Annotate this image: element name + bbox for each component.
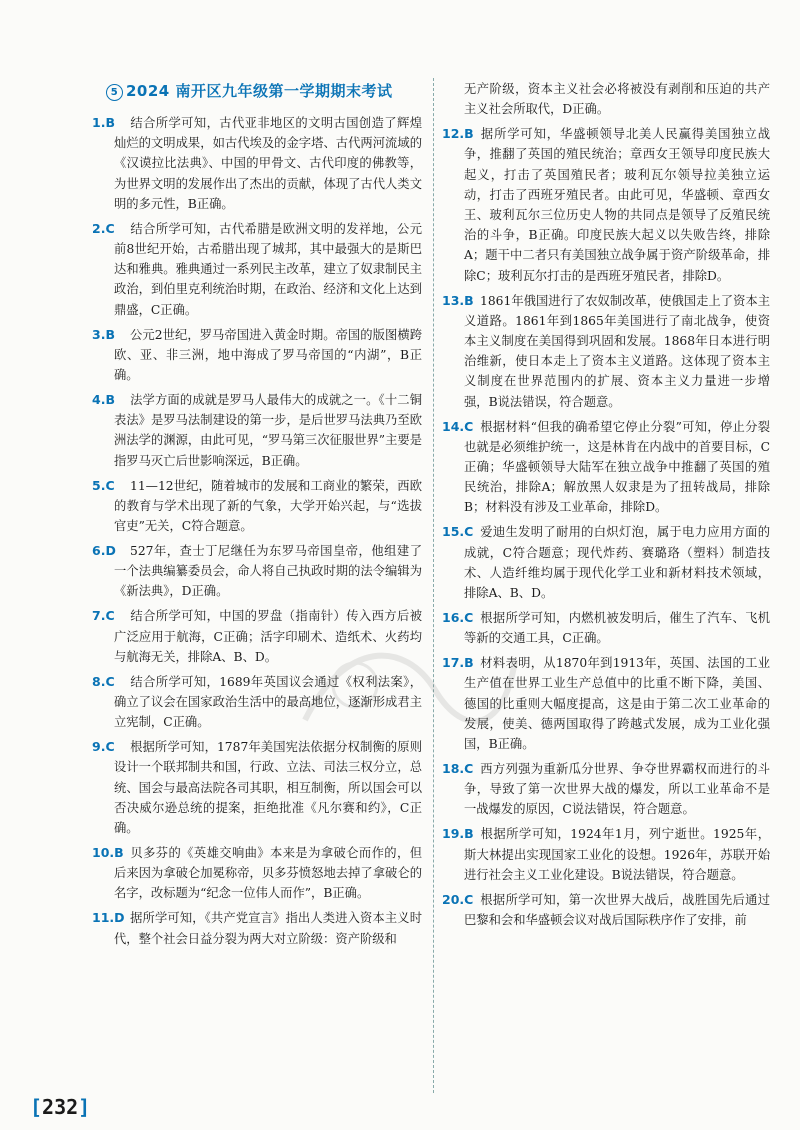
answer-explanation: 结合所学可知，中国的罗盘（指南针）传入西方后被广泛应用于航海，C正确；活字印刷术、造纸术、火药均与航海无关，排除A、B、D。 (114, 609, 422, 664)
exam-title (106, 80, 416, 101)
answer-number: 13.B (442, 292, 474, 308)
answer-explanation: 根据所学可知，内燃机被发明后，催生了汽车、飞机等新的交通工具，C正确。 (464, 611, 770, 646)
answer-explanation: 结合所学可知，1689年英国议会通过《权利法案》，确立了议会在国家政治生活中的最高地位，逐渐形成君主立宪制，C正确。 (114, 674, 422, 730)
answer-number: 16.C (442, 610, 474, 626)
answer-number: 2.C (92, 220, 115, 236)
answer-number: 19.B (442, 826, 474, 842)
answer-explanation: 结合所学可知，古代亚非地区的文明古国创造了辉煌灿烂的文明成果，如古代埃及的金字塔、古代两河流域的《汉谟拉比法典》、中国的甲骨文、古代印度的佛教等，为世界文明的发展作出了杰出的贡献，体现了古代人类文明的多元性，B正确。 (114, 116, 422, 211)
answer-item (92, 390, 422, 471)
answer-explanation: 根据材料“但我的确希望它停止分裂”可知，停止分裂也就是必须维护统一，这是林肯在内战中的首要目标，C正确；华盛顿领导大陆军在独立战争中推翻了英国的殖民统治，排除A；解放黑人奴隶是为了扭转战局，排除B；材料没有涉及工业革命，排除D。 (464, 419, 770, 515)
answer-number: 15.C (442, 524, 474, 540)
answer-item (92, 737, 422, 838)
answer-explanation: 11—12世纪，随着城市的发展和工商业的繁荣，西欧的教育与学术出现了新的气象，大学开始兴起，与“选拔官吏”无关，C符合题意。 (114, 478, 422, 534)
answer-number: 4.B (92, 392, 115, 408)
page-number: [232] (30, 1095, 91, 1119)
answer-item (442, 890, 770, 930)
answer-number: 17.B (442, 655, 474, 671)
answer-item (92, 541, 422, 602)
answer-item (442, 824, 770, 885)
answer-item (92, 843, 422, 904)
answer-explanation: 根据所学可知，第一次世界大战后，战胜国先后通过巴黎和会和华盛顿会议对战后国际秩序作了安排，前 (464, 892, 770, 928)
answer-item (442, 608, 770, 648)
answer-explanation: 爱迪生发明了耐用的白炽灯泡，属于电力应用方面的成就，C符合题意；现代炸药、赛璐珞（塑料）制造技术、人造纤维均属于现代化学工业和新材料技术领域，排除A、B、D。 (464, 525, 770, 601)
answer-number: 8.C (92, 673, 115, 689)
answer-explanation: 结合所学可知，古代希腊是欧洲文明的发祥地，公元前8世纪开始，古希腊出现了城邦，其中最强大的是斯巴达和雅典。雅典通过一系列民主改革，建立了奴隶制民主政治，到伯里克利统治时期，在政治、经济和文化上达到鼎盛，C正确。 (114, 221, 422, 317)
answer-number: 18.C (442, 761, 474, 777)
answer-explanation: 西方列强为重新瓜分世界、争夺世界霸权而进行的斗争，导致了第一次世界大战的爆发，所以工业革命不是一战爆发的原因，C说法错误，符合题意。 (464, 762, 770, 817)
answer-item (92, 672, 422, 733)
answer-item (92, 325, 422, 386)
answer-number: 14.C (442, 418, 474, 434)
answer-item (442, 759, 770, 820)
answer-number: 20.C (442, 891, 474, 907)
answer-number: 9.C (92, 739, 115, 755)
answer-explanation: 材料表明，从1870年到1913年，英国、法国的工业生产值在世界工业生产总值中的比重不断下降，美国、德国的比重则大幅度提高，这是由于第二次工业革命的发展，使美、德两国取得了跨越式发展，成为工业化强国，B正确。 (464, 656, 770, 752)
answer-number: 12.B (442, 126, 474, 142)
answer-number: 1.B (92, 115, 115, 130)
column-divider (433, 78, 434, 1093)
answer-explanation: 据所学可知，华盛顿领导北美人民赢得美国独立战争，推翻了英国的殖民统治；章西女王领导印度民族大起义，打击了英国殖民者；玻利瓦尔领导拉美独立运动，打击了西班牙殖民者。由此可见，华盛顿、章西女王、玻利瓦尔三位历史人物的共同点是领导了反殖民统治的斗争，B正确。印度民族大起义以失败告终，排除A；题干中二者只有美国独立战争属于资产阶级革命，排除C；玻利瓦尔打击的是西班牙殖民者，排除D。 (464, 127, 770, 283)
answer-explanation: 根据所学可知，1924年1月，列宁逝世。1925年，斯大林提出实现国家工业化的设想。1926年，苏联开始进行社会主义工业化建设。B说法错误，符合题意。 (464, 827, 770, 882)
answer-number: 11.D (92, 910, 125, 926)
right-answer-list (442, 124, 770, 930)
answer-item (92, 476, 422, 537)
circled-number-badge: 5 (106, 84, 123, 101)
answer-item (92, 113, 422, 214)
answer-number: 10.B (92, 845, 124, 861)
answer-item (92, 908, 422, 948)
answer-explanation: 527年，查士丁尼继任为东罗马帝国皇帝，他组建了一个法典编纂委员会，命人将自己执政时期的法令编辑为《新法典》，D正确。 (114, 544, 422, 599)
answer-continuation: 无产阶级，资本主义社会必将被没有剥削和压迫的共产主义社会所取代，D正确。 (464, 82, 770, 117)
answer-number: 5.C (92, 477, 115, 493)
answer-item (442, 417, 770, 518)
answer-number: 7.C (92, 608, 115, 624)
answer-explanation: 据所学可知，《共产党宣言》指出人类进入资本主义时代，整个社会日益分裂为两大对立阶级：资产阶级和 (114, 911, 422, 946)
answer-explanation: 法学方面的成就是罗马人最伟大的成就之一。《十二铜表法》是罗马法制建设的第一步，是后世罗马法典乃至欧洲法学的渊源，由此可见，“罗马第三次征服世界”主要是指罗马灭亡后世影响深远，B正确。 (114, 393, 422, 468)
answer-explanation: 贝多芬的《英雄交响曲》本来是为拿破仑而作的，但后来因为拿破仑加冕称帝，贝多芬愤怒地去掉了拿破仑的名字，改标题为“纪念一位伟人而作”，B正确。 (114, 846, 422, 901)
exam-title-text: 2024 南开区九年级第一学期期末考试 (126, 82, 393, 100)
answer-number: 3.B (92, 326, 115, 342)
answer-item (442, 291, 770, 412)
answer-explanation: 1861年俄国进行了农奴制改革，使俄国走上了资本主义道路。1861年到1865年美国进行了南北战争，使资本主义制度在美国得到巩固和发展。1868年日本进行明治维新，使日本走上了资本主义道路。这体现了资本主义制度在世界范围内的扩展、资本主义力量进一步增强，B说法错误，符合题意。 (464, 293, 770, 409)
answer-explanation: 根据所学可知，1787年美国宪法依据分权制衡的原则设计一个联邦制共和国，行政、立法、司法三权分立，总统、国会与最高法院各司其职，相互制衡，所以国会可以否决威尔逊总统的提案，拒绝批准《凡尔赛和约》，C正确。 (114, 740, 422, 836)
answer-item (442, 124, 770, 286)
left-column (92, 113, 422, 954)
answer-explanation: 公元2世纪，罗马帝国进入黄金时期。帝国的版图横跨欧、亚、非三洲，地中海成了罗马帝国的“内湖”，B正确。 (114, 327, 422, 383)
answer-item (442, 522, 770, 603)
page-number-text: 232 (42, 1095, 79, 1119)
right-column (442, 79, 770, 935)
answer-item (92, 219, 422, 320)
answer-number: 6.D (92, 543, 116, 559)
answer-item (92, 606, 422, 667)
answer-item (442, 653, 770, 754)
